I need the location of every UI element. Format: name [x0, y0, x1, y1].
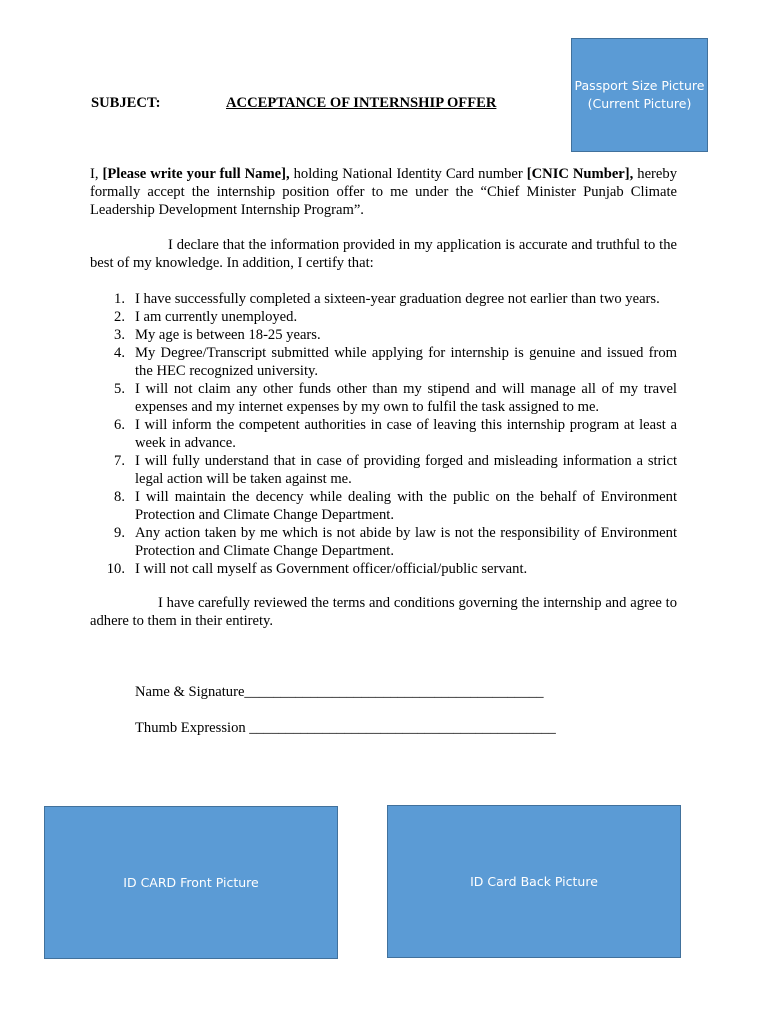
id-card-back-placeholder	[387, 805, 681, 958]
condition-text: I will fully understand that in case of providing forged and misleading information a strict legal action will be taken against me.	[135, 453, 677, 487]
conditions-list	[90, 290, 677, 578]
full-name-placeholder: [Please write your full Name],	[102, 166, 290, 182]
condition-number: 8.	[114, 489, 125, 505]
condition-number: 3.	[114, 327, 125, 343]
condition-text: I will maintain the decency while dealing with the public on the behalf of Environment Protection and Climate Change Department.	[135, 489, 677, 523]
condition-item	[90, 290, 677, 308]
condition-item	[90, 524, 677, 560]
condition-item	[90, 326, 677, 344]
condition-number: 6.	[114, 417, 125, 433]
para1-prefix: I,	[90, 166, 103, 182]
condition-text: I have successfully completed a sixteen-year graduation degree not earlier than two years.	[135, 291, 660, 307]
cnic-placeholder: [CNIC Number],	[526, 166, 634, 182]
declaration-paragraph: I declare that the information provided in my application is accurate and truthful to the best of my knowledge. In addition, I certify that:	[90, 237, 677, 271]
acceptance-paragraph	[90, 165, 677, 219]
condition-item	[90, 488, 677, 524]
condition-text: I am currently unemployed.	[135, 309, 298, 325]
passport-picture-placeholder	[571, 38, 708, 152]
condition-number: 9.	[114, 525, 125, 541]
passport-label-line2: (Current Picture)	[587, 96, 692, 111]
para1-middle: holding National Identity Card number	[289, 166, 527, 182]
condition-item	[90, 380, 677, 416]
id-back-label: ID Card Back Picture	[470, 873, 598, 889]
name-signature-line: Name & Signature_________________________________________	[135, 684, 544, 700]
condition-item	[90, 308, 677, 326]
condition-number: 10.	[106, 561, 125, 577]
condition-number: 5.	[114, 381, 125, 397]
id-card-front-placeholder	[44, 806, 338, 959]
condition-item	[90, 416, 677, 452]
subject-row	[91, 94, 511, 112]
para1-suffix: hereby formally accept the internship position offer to me under the “Chief Minister Punjab Climate Leadership Development Internship Program”.	[90, 166, 677, 218]
terms-agreement-paragraph: I have carefully reviewed the terms and conditions governing the internship and agree to adhere to them in their entirety.	[90, 595, 677, 629]
subject-label: SUBJECT:	[91, 95, 161, 111]
condition-text: I will not claim any other funds other than my stipend and will manage all of my travel expenses and my internet expenses by my own to fulfil the task assigned to me.	[135, 381, 677, 415]
condition-number: 4.	[114, 345, 125, 361]
thumb-expression-line: Thumb Expression __________________________________________	[135, 720, 556, 736]
condition-number: 7.	[114, 453, 125, 469]
condition-item	[90, 560, 677, 578]
condition-number: 1.	[114, 291, 125, 307]
condition-text: I will inform the competent authorities in case of leaving this internship program at least a week in advance.	[135, 417, 677, 451]
id-front-label: ID CARD Front Picture	[123, 874, 259, 890]
condition-text: My age is between 18-25 years.	[135, 327, 321, 343]
condition-text: I will not call myself as Government officer/official/public servant.	[135, 561, 528, 577]
condition-text: My Degree/Transcript submitted while applying for internship is genuine and issued from the HEC recognized university.	[135, 345, 677, 379]
subject-title: ACCEPTANCE OF INTERNSHIP OFFER	[226, 95, 497, 111]
condition-item	[90, 344, 677, 380]
passport-label-line1: Passport Size Picture	[574, 78, 705, 93]
condition-number: 2.	[114, 309, 125, 325]
condition-item	[90, 452, 677, 488]
condition-text: Any action taken by me which is not abide by law is not the responsibility of Environment Protection and Climate Change Department.	[135, 525, 677, 559]
